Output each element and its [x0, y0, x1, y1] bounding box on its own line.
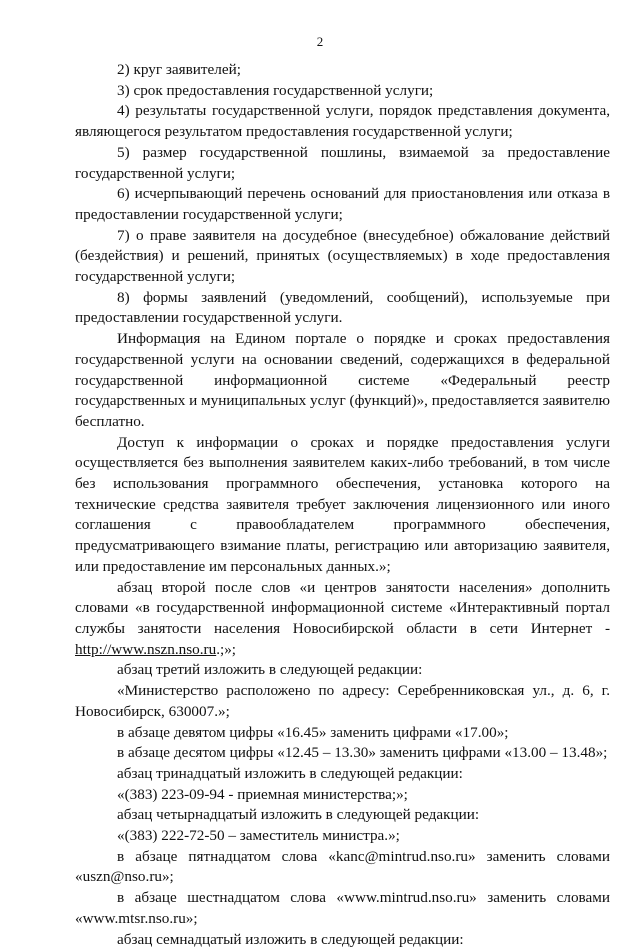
- paragraph-amendment: «(383) 223-09-94 - приемная министерства;»;: [117, 785, 408, 803]
- paragraph-amendment: в абзаце десятом цифры «12.45 – 13.30» заменить цифрами «13.00 – 13.48»;: [117, 744, 608, 762]
- paragraph-list-item: 3) срок предоставления государственной услуги;: [117, 81, 434, 99]
- paragraph-text: абзац второй после слов «и центров занятости населения» дополнить словами «в государственной информационной системе «Интерактивный портал службы занятости населения Новосибирской области в сети Интернет -: [75, 578, 610, 637]
- paragraph-amendment: в абзаце пятнадцатом слова «kanc@mintrud.nso.ru» заменить словами «uszn@nso.ru»;: [75, 847, 610, 886]
- paragraph-text: .;»;: [216, 640, 237, 658]
- paragraph-amendment: абзац третий изложить в следующей редакции:: [117, 661, 423, 679]
- document-body: [75, 60, 610, 950]
- paragraph-list-item: 7) о праве заявителя на досудебное (внесудебное) обжалование действий (бездействия) и решений, принятых (осуществляемых) в ходе предоставления государственной услуги;: [75, 226, 610, 286]
- paragraph-amendment-nszn: [75, 578, 610, 661]
- paragraph-list-item: 6) исчерпывающий перечень оснований для приостановления или отказа в предоставлении государственной услуги;: [75, 185, 610, 223]
- paragraph-access: Доступ к информации о сроках и порядке предоставления услуги осуществляется без выполнения заявителем каких-либо требований, в том числе без использования программного обеспечения, установка которого на технические средства заявителя требует заключения лицензионного или иного соглашения с правообладателем программного обеспечения, предусматривающего взимание платы, регистрацию или авторизацию заявителя, или предоставление им персональных данных.»;: [75, 433, 610, 575]
- paragraph-list-item: 8) формы заявлений (уведомлений, сообщений), используемые при предоставлении государственной услуги.: [75, 288, 610, 327]
- paragraph-amendment: «(383) 222-72-50 – заместитель министра.»;: [117, 827, 400, 845]
- nszn-link[interactable]: http://www.nszn.nso.ru: [75, 640, 217, 658]
- paragraph-info-portal: Информация на Едином портале о порядке и сроках предоставления государственной услуги на основании сведений, содержащихся в федеральной государственной информационной системе «Федеральный реестр государственных и муниципальных услуг (функций)», предоставляется заявителю бесплатно.: [75, 330, 610, 430]
- paragraph-list-item: 5) размер государственной пошлины, взимаемой за предоставление государственной услуги;: [75, 143, 610, 182]
- paragraph-amendment: абзац четырнадцатый изложить в следующей редакции:: [117, 806, 480, 824]
- paragraph-amendment: абзац тринадцатый изложить в следующей редакции:: [117, 764, 463, 782]
- paragraph-list-item: 4) результаты государственной услуги, порядок представления документа, являющегося результатом предоставления государственной услуги;: [75, 102, 610, 141]
- page-number: 2: [316, 34, 324, 49]
- paragraph-amendment: в абзаце шестнадцатом слова «www.mintrud.nso.ru» заменить словами «www.mtsr.nso.ru»;: [75, 889, 610, 927]
- paragraph-amendment: в абзаце девятом цифры «16.45» заменить цифрами «17.00»;: [117, 723, 509, 741]
- paragraph-amendment: абзац семнадцатый изложить в следующей редакции:: [117, 930, 464, 948]
- paragraph-amendment: «Министерство расположено по адресу: Серебренниковская ул., д. 6, г. Новосибирск, 630007.»;: [75, 682, 610, 720]
- paragraph-list-item: 2) круг заявителей;: [117, 61, 241, 78]
